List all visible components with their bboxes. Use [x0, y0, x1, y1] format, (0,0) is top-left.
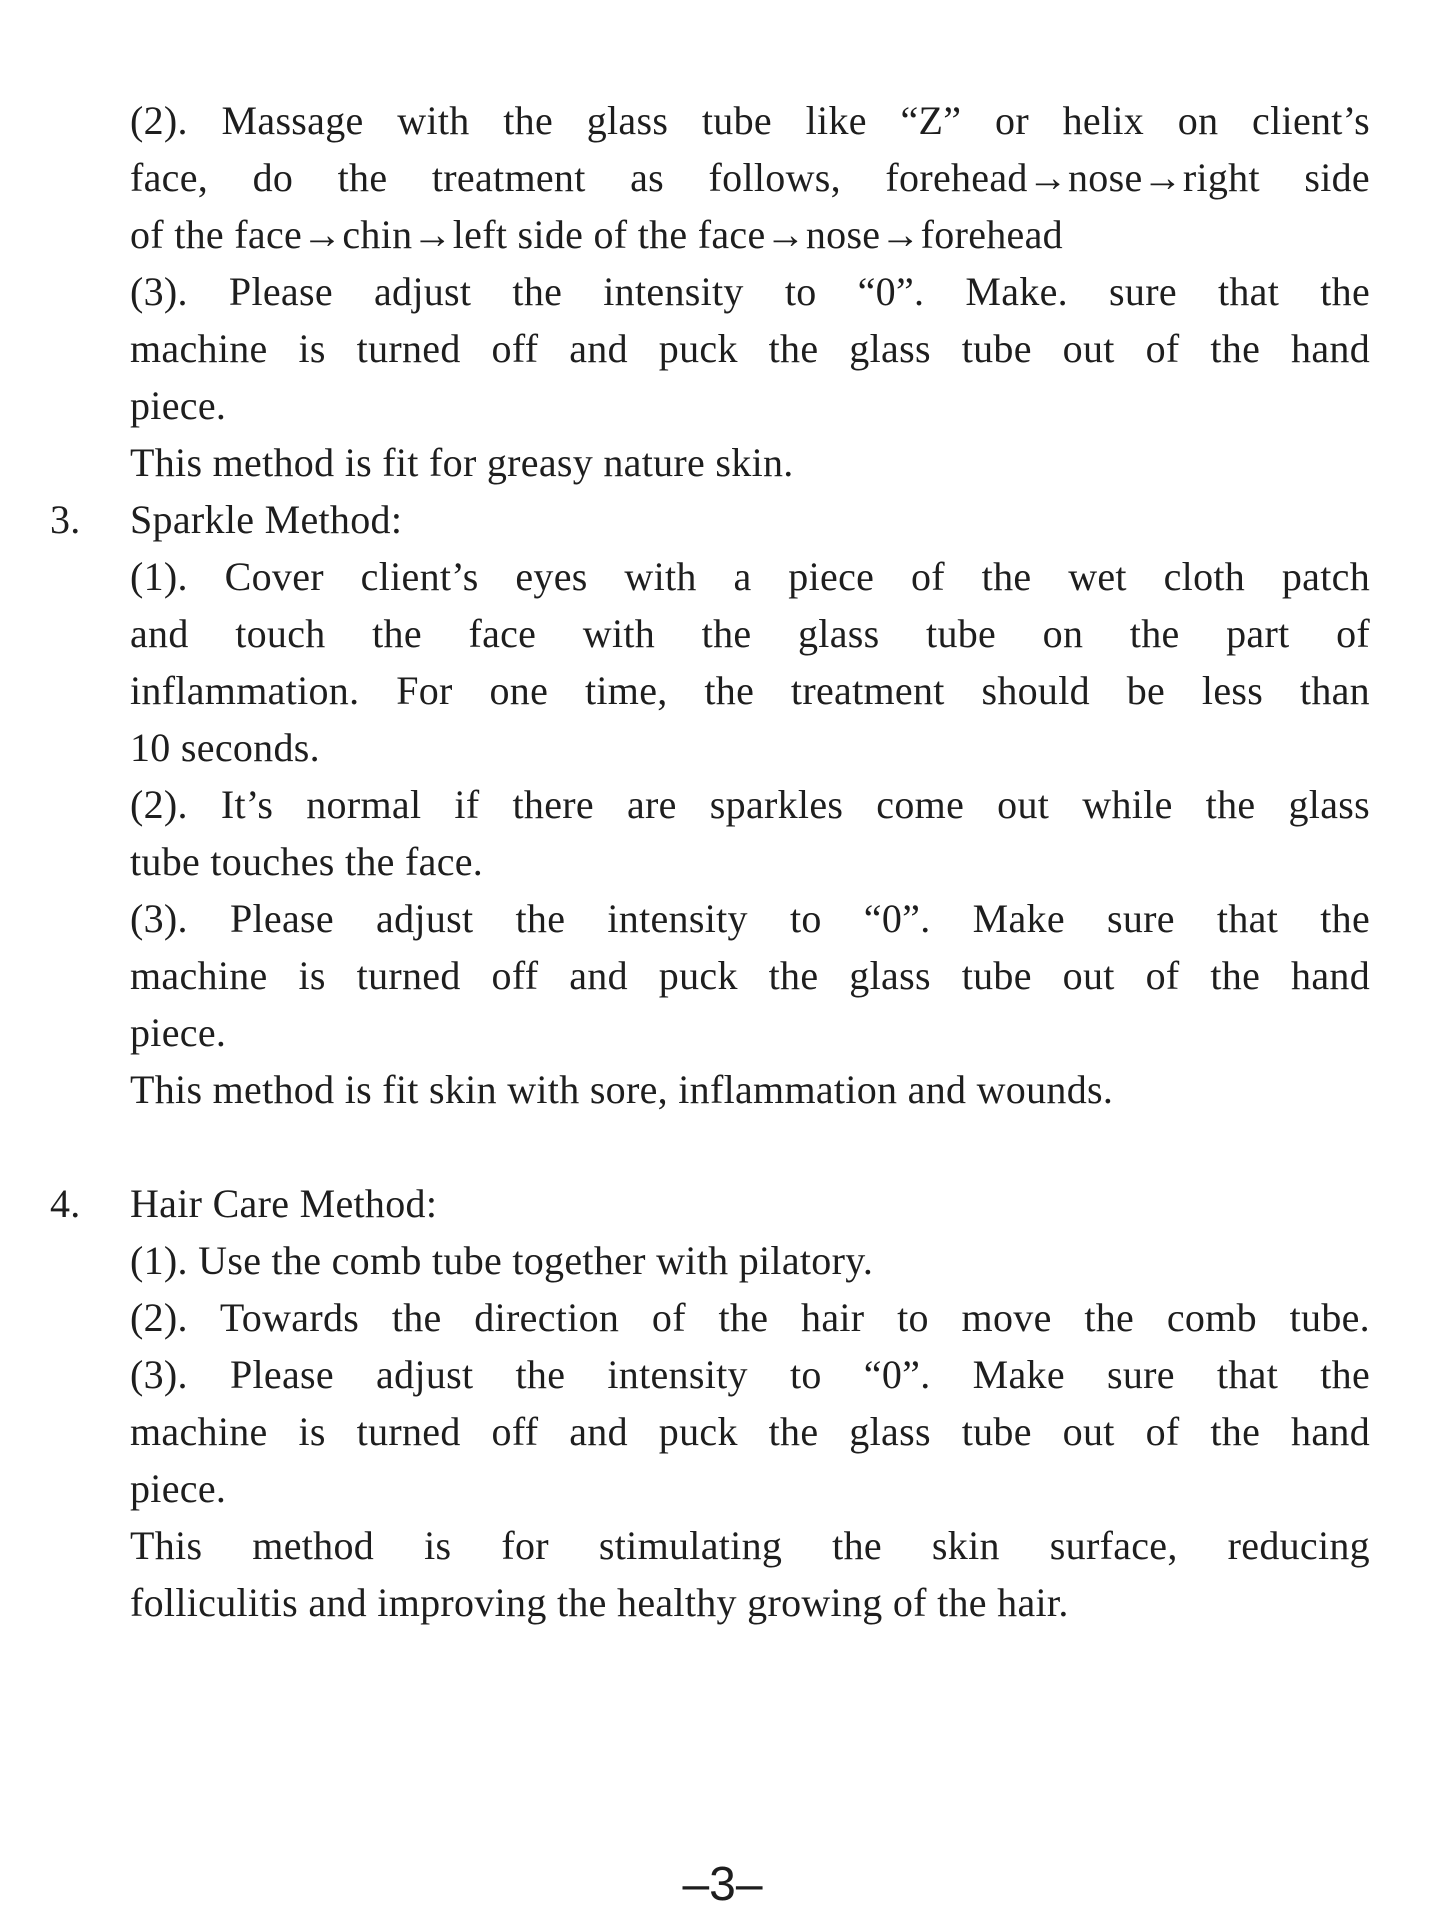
text-line: This method is for stimulating the skin surface, reducing	[130, 1523, 1370, 1568]
text-line: machine is turned off and puck the glass tube out of the hand	[130, 326, 1370, 371]
section-4-hair-care-method	[50, 1175, 1370, 1631]
text-line: piece.	[130, 1466, 227, 1511]
text-line: machine is turned off and puck the glass tube out of the hand	[130, 1409, 1370, 1454]
section-2-continuation	[130, 92, 1370, 491]
section-heading	[50, 1175, 1370, 1232]
text-line: face, do the treatment as follows, forehead→nose→right side	[130, 155, 1370, 200]
page-content	[50, 92, 1370, 1631]
section-spacer	[130, 1118, 1370, 1175]
text-line: This method is fit skin with sore, inflammation and wounds.	[130, 1067, 1114, 1112]
text-line: inflammation. For one time, the treatment should be less than	[130, 668, 1370, 713]
text-line: (3). Please adjust the intensity to “0”. Make sure that the	[130, 896, 1370, 941]
text-line: (2). Massage with the glass tube like “Z” or helix on client’s	[130, 98, 1370, 143]
section-number: 3.	[50, 497, 81, 542]
section-title: Hair Care Method:	[130, 1181, 438, 1226]
section-3-sparkle-method	[50, 491, 1370, 1118]
page-number: –3–	[682, 1858, 763, 1911]
section-title: Sparkle Method:	[130, 497, 403, 542]
section-heading	[50, 491, 1370, 548]
text-line: folliculitis and improving the healthy growing of the hair.	[130, 1580, 1069, 1625]
text-line: (3). Please adjust the intensity to “0”. Make. sure that the	[130, 269, 1370, 314]
text-line: tube touches the face.	[130, 839, 484, 884]
text-line: of the face→chin→left side of the face→nose→forehead	[130, 212, 1063, 257]
text-line: (1). Use the comb tube together with pilatory.	[130, 1238, 874, 1283]
text-line: (2). Towards the direction of the hair to move the comb tube.	[130, 1295, 1370, 1340]
text-line: (1). Cover client’s eyes with a piece of the wet cloth patch	[130, 554, 1370, 599]
text-line: piece.	[130, 1010, 227, 1055]
text-line: and touch the face with the glass tube on the part of	[130, 611, 1370, 656]
text-line: (3). Please adjust the intensity to “0”. Make sure that the	[130, 1352, 1370, 1397]
text-line: (2). It’s normal if there are sparkles come out while the glass	[130, 782, 1370, 827]
text-line: 10 seconds.	[130, 725, 320, 770]
text-line: This method is fit for greasy nature skin.	[130, 440, 794, 485]
text-line: piece.	[130, 383, 227, 428]
section-number: 4.	[50, 1181, 81, 1226]
text-line: machine is turned off and puck the glass tube out of the hand	[130, 953, 1370, 998]
